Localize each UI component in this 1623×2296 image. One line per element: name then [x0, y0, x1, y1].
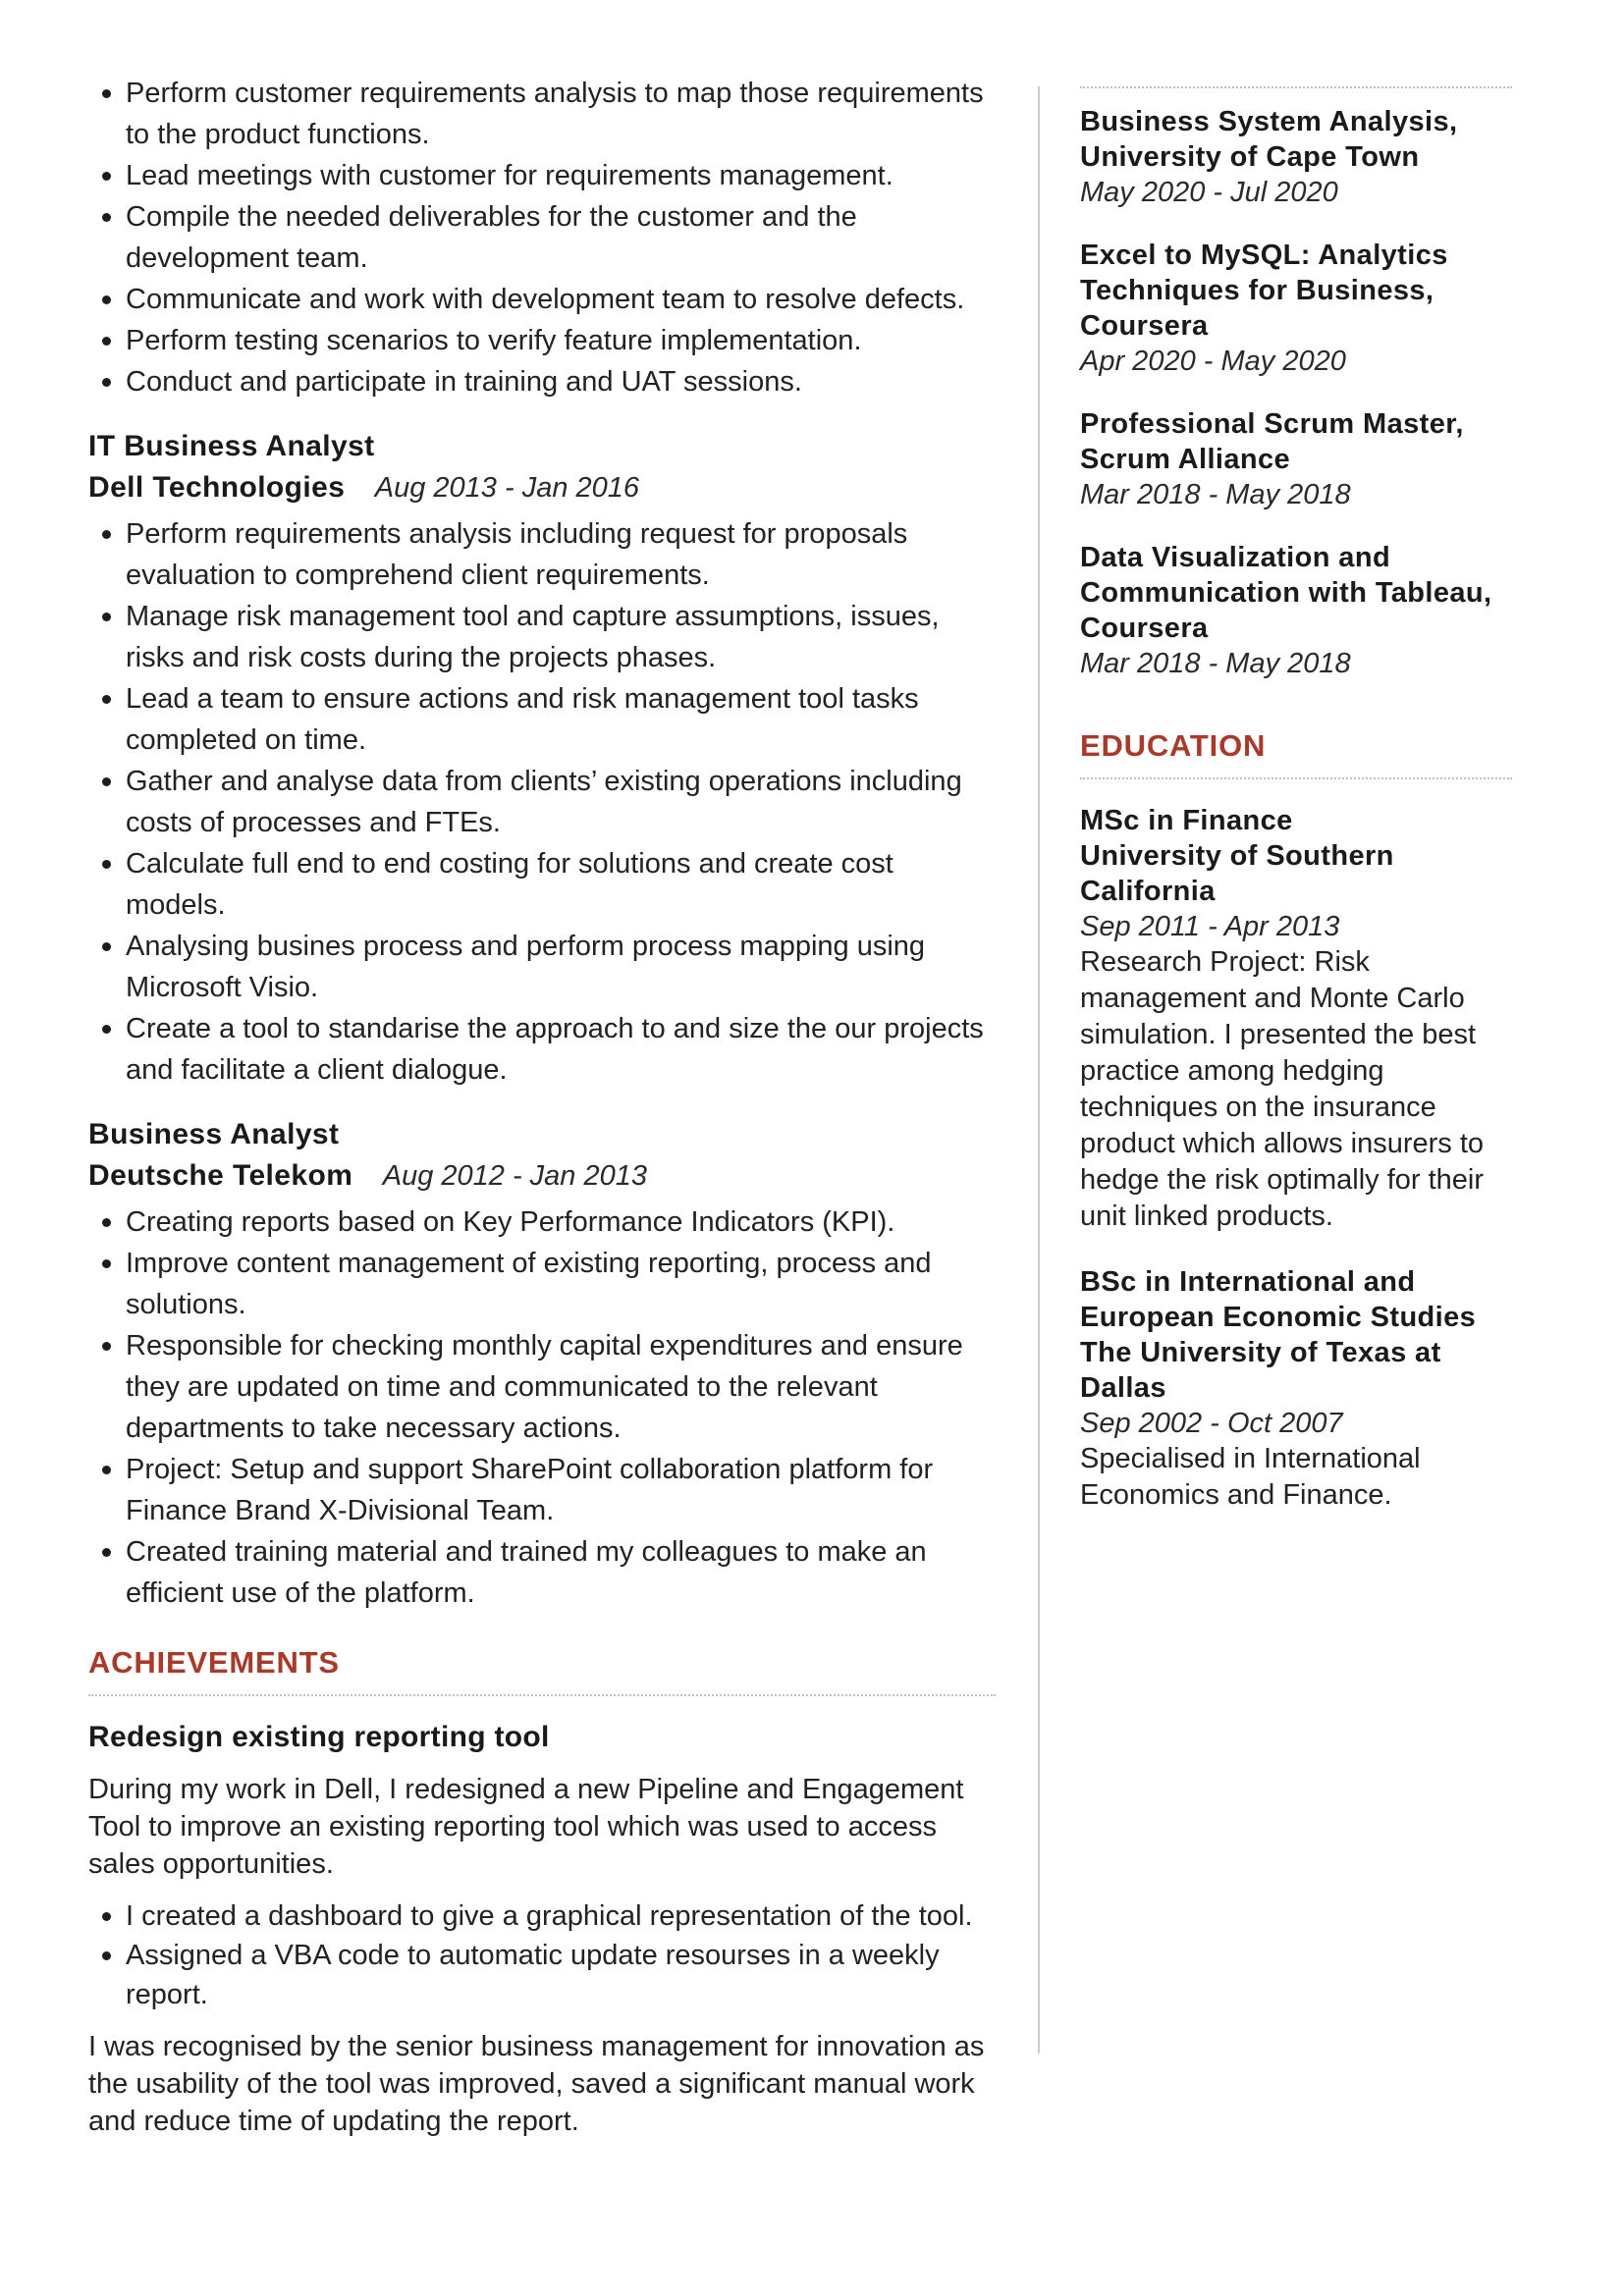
- achievement-bullet: I created a dashboard to give a graphical representation of the tool.: [88, 1896, 996, 1936]
- education-entry: [1080, 803, 1512, 1235]
- job-meta: [88, 1155, 996, 1201]
- right-column: [1080, 0, 1512, 1514]
- achievement-intro: During my work in Dell, I redesigned a new Pipeline and Engagement Tool to improve an existing reporting tool which was used to access sales opportunities.: [88, 1774, 964, 1880]
- education-school: University of Southern California: [1080, 840, 1394, 907]
- job-entry: [88, 1114, 996, 1614]
- education-heading: EDUCATION: [1080, 728, 1267, 763]
- job-company: Deutsche Telekom: [88, 1159, 353, 1192]
- education-description: Research Project: Risk management and Monte Carlo simulation. I presented the best practice among hedging techniques on the insurance product which allows insurers to hedge the risk optimally for their unit linked products.: [1080, 946, 1485, 1232]
- job-company: Dell Technologies: [88, 471, 346, 504]
- certification-title: Data Visualization and Communication with Tableau, Coursera: [1080, 542, 1492, 644]
- experience-bullet: Lead meetings with customer for requirements management.: [88, 155, 996, 196]
- certification-title: Professional Scrum Master, Scrum Alliance: [1080, 408, 1464, 475]
- job-bullet: Improve content management of existing reporting, process and solutions.: [88, 1243, 996, 1325]
- education-dates: Sep 2011 - Apr 2013: [1080, 911, 1340, 942]
- experience-bullet: Perform customer requirements analysis to map those requirements to the product functions.: [88, 73, 996, 155]
- achievement-title: Redesign existing reporting tool: [88, 1721, 550, 1753]
- job-bullet: Gather and analyse data from clients’ existing operations including costs of processes and FTEs.: [88, 761, 996, 843]
- dotted-divider: [88, 1694, 996, 1696]
- dotted-divider: [1080, 777, 1512, 779]
- certification-dates: May 2020 - Jul 2020: [1080, 177, 1338, 208]
- job-title: IT Business Analyst: [88, 430, 375, 462]
- certification-title: Business System Analysis, University of Cape Town: [1080, 106, 1458, 173]
- dotted-divider: [1080, 86, 1512, 88]
- job-bullet: Create a tool to standarise the approach to and size the our projects and facilitate a client dialogue.: [88, 1008, 996, 1091]
- job-bullet: Creating reports based on Key Performance Indicators (KPI).: [88, 1201, 996, 1243]
- certification-entry: [1080, 104, 1512, 210]
- achievement-outro: I was recognised by the senior business management for innovation as the usability of the tool was improved, saved a significant manual work and reduce time of updating the report.: [88, 2031, 985, 2137]
- education-school: The University of Texas at Dallas: [1080, 1337, 1441, 1404]
- education-degree: BSc in International and European Economic Studies: [1080, 1266, 1477, 1333]
- education-degree: MSc in Finance: [1080, 805, 1293, 836]
- experience-bullet: Compile the needed deliverables for the customer and the development team.: [88, 196, 996, 279]
- education-dates: Sep 2002 - Oct 2007: [1080, 1408, 1343, 1439]
- certification-dates: Apr 2020 - May 2020: [1080, 346, 1346, 377]
- certification-title: Excel to MySQL: Analytics Techniques for Business, Coursera: [1080, 240, 1448, 342]
- job-bullet: Calculate full end to end costing for solutions and create cost models.: [88, 843, 996, 926]
- experience-bullet: Communicate and work with development team to resolve defects.: [88, 279, 996, 320]
- job-bullet: Analysing busines process and perform process mapping using Microsoft Visio.: [88, 926, 996, 1008]
- job-bullet: Project: Setup and support SharePoint collaboration platform for Finance Brand X-Divisional Team.: [88, 1449, 996, 1531]
- job-title: Business Analyst: [88, 1118, 340, 1150]
- job-meta: [88, 467, 996, 513]
- experience-bullet: Perform testing scenarios to verify feature implementation.: [88, 320, 996, 361]
- job-bullet: Responsible for checking monthly capital expenditures and ensure they are updated on time and communicated to the relevant departments to take necessary actions.: [88, 1325, 996, 1449]
- achievement-bullet-list: [88, 1896, 996, 2014]
- certification-dates: Mar 2018 - May 2018: [1080, 648, 1351, 679]
- job-bullet: Lead a team to ensure actions and risk management tool tasks completed on time.: [88, 678, 996, 761]
- job-bullet-list: [88, 513, 996, 1091]
- column-divider: [1038, 86, 1040, 2054]
- job-bullet: Manage risk management tool and capture assumptions, issues, risks and risk costs during the projects phases.: [88, 596, 996, 678]
- education-section: [1080, 726, 1512, 1514]
- certification-entry: [1080, 406, 1512, 512]
- job-dates: Aug 2013 - Jan 2016: [374, 472, 640, 504]
- job-bullet: Created training material and trained my colleagues to make an efficient use of the platform.: [88, 1531, 996, 1614]
- achievements-heading: ACHIEVEMENTS: [88, 1645, 340, 1680]
- certification-entry: [1080, 540, 1512, 681]
- education-entry: [1080, 1264, 1512, 1514]
- job-entry: [88, 426, 996, 1091]
- achievements-section: [88, 1643, 996, 2140]
- experience-bullet-list: [88, 73, 996, 402]
- job-bullet: Perform requirements analysis including request for proposals evaluation to comprehend client requirements.: [88, 513, 996, 596]
- education-description: Specialised in International Economics and Finance.: [1080, 1443, 1421, 1511]
- job-dates: Aug 2012 - Jan 2013: [382, 1160, 648, 1192]
- left-column: [88, 0, 996, 2140]
- certification-entry: [1080, 238, 1512, 379]
- achievement-bullet: Assigned a VBA code to automatic update resourses in a weekly report.: [88, 1936, 996, 2014]
- certification-dates: Mar 2018 - May 2018: [1080, 479, 1351, 510]
- job-bullet-list: [88, 1201, 996, 1614]
- experience-bullet: Conduct and participate in training and UAT sessions.: [88, 361, 996, 402]
